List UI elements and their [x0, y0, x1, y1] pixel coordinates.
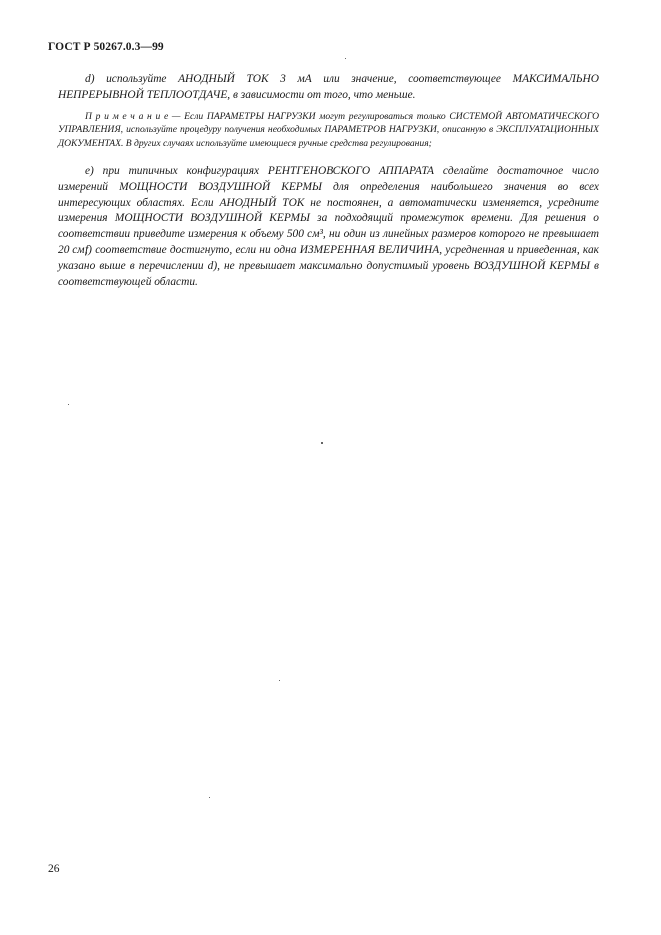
- paragraph-item-d: d) используйте АНОДНЫЙ ТОК 3 мА или значение, соответствующее МАКСИМАЛЬНО НЕПРЕРЫВНОЙ ТЕПЛООТДАЧЕ, в зависимости от того, что меньше.: [58, 73, 599, 101]
- scan-speck: [68, 404, 69, 405]
- scan-speck: [321, 442, 323, 444]
- note-block: [58, 110, 599, 150]
- paragraph-note: П р и м е ч а н и е — Если ПАРАМЕТРЫ НАГРУЗКИ могут регулироваться только СИСТЕМОЙ АВТОМАТИЧЕСКОГО УПРАВЛЕНИЯ, используйте процедуру получения необходимых ПАРАМЕТРОВ НАГРУЗКИ, описанную в ЭКСПЛУАТАЦИОННЫХ ДОКУМЕНТАХ. В других случаях используйте имеющиеся ручные средства регулирования;: [58, 111, 599, 149]
- standard-header: ГОСТ Р 50267.0.3—99: [48, 41, 164, 53]
- paragraph-item-d-block: [58, 72, 599, 104]
- scan-speck: [279, 680, 280, 681]
- paragraph-item-e: е) при типичных конфигурациях РЕНТГЕНОВСКОГО АППАРАТА сделайте достаточное число измерений МОЩНОСТИ ВОЗДУШНОЙ КЕРМЫ для определения наибольшего значения во всех интересующих областях. Если АНОДНЫЙ ТОК не постоянен, а автоматически изменяется, усредните измерения МОЩНОСТИ ВОЗДУШНОЙ КЕРМЫ за подходящий промежуток времени. Для решения о соответствии приведите измерения к объему 500 см³, ни один из линейных размеров которого не превышает 20 см;: [58, 165, 599, 256]
- scan-speck: [345, 58, 346, 59]
- paragraph-item-f: f) соответствие достигнуто, если ни одна ИЗМЕРЕННАЯ ВЕЛИЧИНА, усредненная и приведенная, как указано выше в перечислении d), не превышает максимально допустимый уровень ВОЗДУШНОЙ КЕРМЫ в соответствующей области.: [58, 244, 599, 288]
- scan-speck: [209, 797, 210, 798]
- page-number: 26: [48, 863, 60, 875]
- paragraph-item-f-block: [58, 243, 599, 290]
